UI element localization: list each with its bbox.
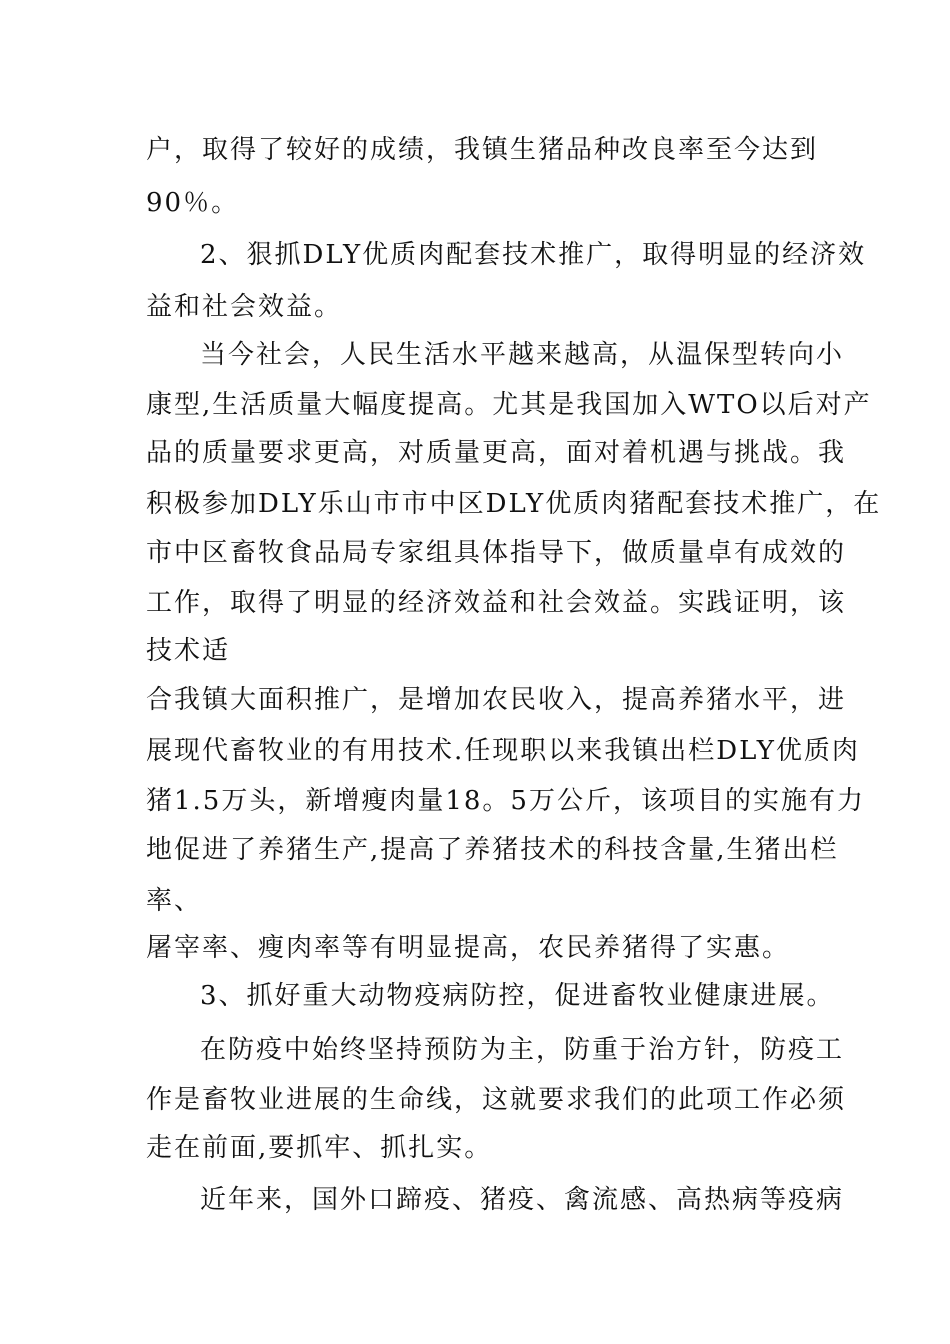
text-line: 在防疫中始终坚持预防为主，防重于治方针，防疫工 xyxy=(200,1035,845,1065)
text-line: 猪1.5万头，新增瘦肉量18。5万公斤，该项目的实施有力 xyxy=(146,786,865,816)
text-line: 户，取得了较好的成绩，我镇生猪品种改良率至今达到 xyxy=(146,135,819,165)
text-line: 技术适 xyxy=(146,636,231,666)
text-line: 3、抓好重大动物疫病防控，促进畜牧业健康进展。 xyxy=(200,981,835,1011)
text-line: 走在前面,要抓牢、抓扎实。 xyxy=(146,1133,493,1163)
text-line: 率、 xyxy=(146,886,203,916)
text-line: 益和社会效益。 xyxy=(146,292,343,322)
text-line: 积极参加DLY乐山市市中区DLY优质肉猪配套技术推广，在 xyxy=(146,489,882,519)
text-line: 地促进了养猪生产,提高了养猪技术的科技含量,生猪出栏 xyxy=(146,835,839,865)
text-line: 作是畜牧业进展的生命线，这就要求我们的此项工作必须 xyxy=(146,1085,847,1115)
text-line: 近年来，国外口蹄疫、猪疫、禽流感、高热病等疫病 xyxy=(200,1185,845,1215)
text-line: 当今社会，人民生活水平越来越高，从温保型转向小 xyxy=(200,340,845,370)
text-line: 展现代畜牧业的有用技术.任现职以来我镇出栏DLY优质肉 xyxy=(146,736,860,766)
text-line: 市中区畜牧食品局专家组具体指导下，做质量卓有成效的 xyxy=(146,538,847,568)
text-line: 工作，取得了明显的经济效益和社会效益。实践证明，该 xyxy=(146,588,847,618)
text-line: 屠宰率、瘦肉率等有明显提高，农民养猪得了实惠。 xyxy=(146,933,791,963)
text-line: 90％。 xyxy=(146,188,240,218)
text-line: 康型,生活质量大幅度提高。尤其是我国加入WTO以后对产 xyxy=(146,390,872,420)
text-line: 合我镇大面积推广，是增加农民收入，提高养猪水平，进 xyxy=(146,685,847,715)
text-line: 品的质量要求更高，对质量更高，面对着机遇与挑战。我 xyxy=(146,438,847,468)
text-line: 2、狠抓DLY优质肉配套技术推广，取得明显的经济效 xyxy=(200,240,867,270)
